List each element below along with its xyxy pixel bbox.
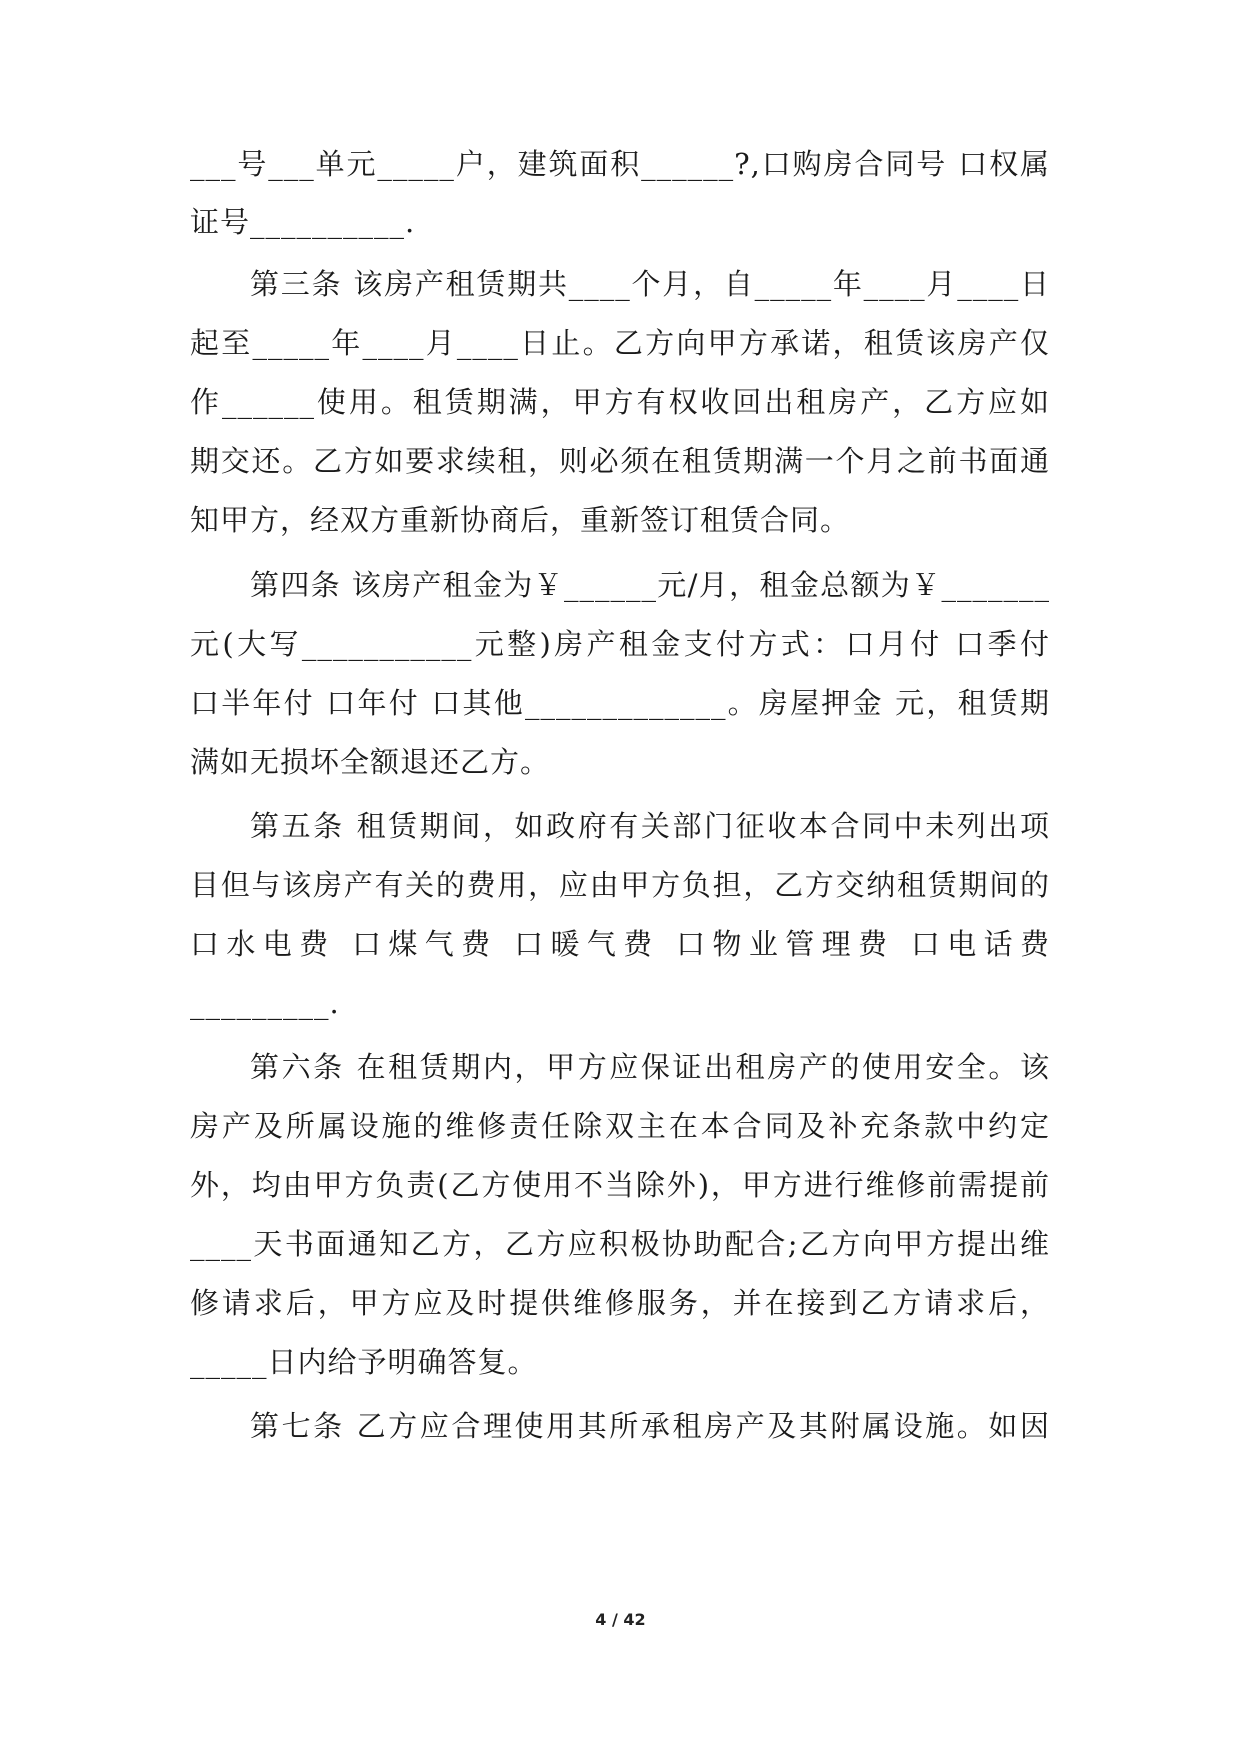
- text-line-18: 外，均由甲方负责(乙方使用不当除外)，甲方进行维修前需提前: [190, 1168, 1050, 1202]
- text-line-9: 元(大写___________元整)房产租金支付方式：口月付 口季付: [190, 627, 1050, 661]
- text-line-11: 满如无损坏全额退还乙方。: [190, 745, 551, 779]
- text-line-19: ____天书面通知乙方，乙方应积极协助配合;乙方向甲方提出维: [190, 1227, 1050, 1261]
- text-line-1: ___号___单元_____户，建筑面积______?,口购房合同号 口权属: [190, 147, 1050, 181]
- text-line-14: 口水电费 口煤气费 口暖气费 口物业管理费 口电话费: [190, 927, 1050, 961]
- text-line-15: _________.: [190, 986, 340, 1020]
- text-line-20: 修请求后，甲方应及时提供维修服务，并在接到乙方请求后，: [190, 1286, 1050, 1320]
- text-line-17: 房产及所属设施的维修责任除双主在本合同及补充条款中约定: [190, 1109, 1050, 1143]
- text-line-6: 期交还。乙方如要求续租，则必须在租赁期满一个月之前书面通: [190, 444, 1050, 478]
- text-line-2: 证号__________.: [190, 205, 416, 239]
- article-6-heading-line: 第六条 在租赁期内，甲方应保证出租房产的使用安全。该: [250, 1050, 1050, 1084]
- text-line-13: 目但与该房产有关的费用，应由甲方负担，乙方交纳租赁期间的: [190, 868, 1050, 902]
- article-4-heading-line: 第四条 该房产租金为￥______元/月，租金总额为￥_______: [250, 568, 1050, 602]
- text-line-21: _____日内给予明确答复。: [190, 1345, 538, 1379]
- text-line-5: 作______使用。租赁期满，甲方有权收回出租房产，乙方应如: [190, 385, 1050, 419]
- text-line-4: 起至_____年____月____日止。乙方向甲方承诺，租赁该房产仅: [190, 326, 1050, 360]
- text-line-10: 口半年付 口年付 口其他_____________。房屋押金 元，租赁期: [190, 686, 1050, 720]
- article-5-heading-line: 第五条 租赁期间，如政府有关部门征收本合同中未列出项: [250, 809, 1050, 843]
- article-7-heading-line: 第七条 乙方应合理使用其所承租房产及其附属设施。如因: [250, 1409, 1050, 1443]
- text-line-7: 知甲方，经双方重新协商后，重新签订租赁合同。: [190, 503, 851, 537]
- article-3-heading-line: 第三条 该房产租赁期共____个月，自_____年____月____日: [250, 267, 1050, 301]
- page-number: 4 / 42: [595, 1610, 646, 1629]
